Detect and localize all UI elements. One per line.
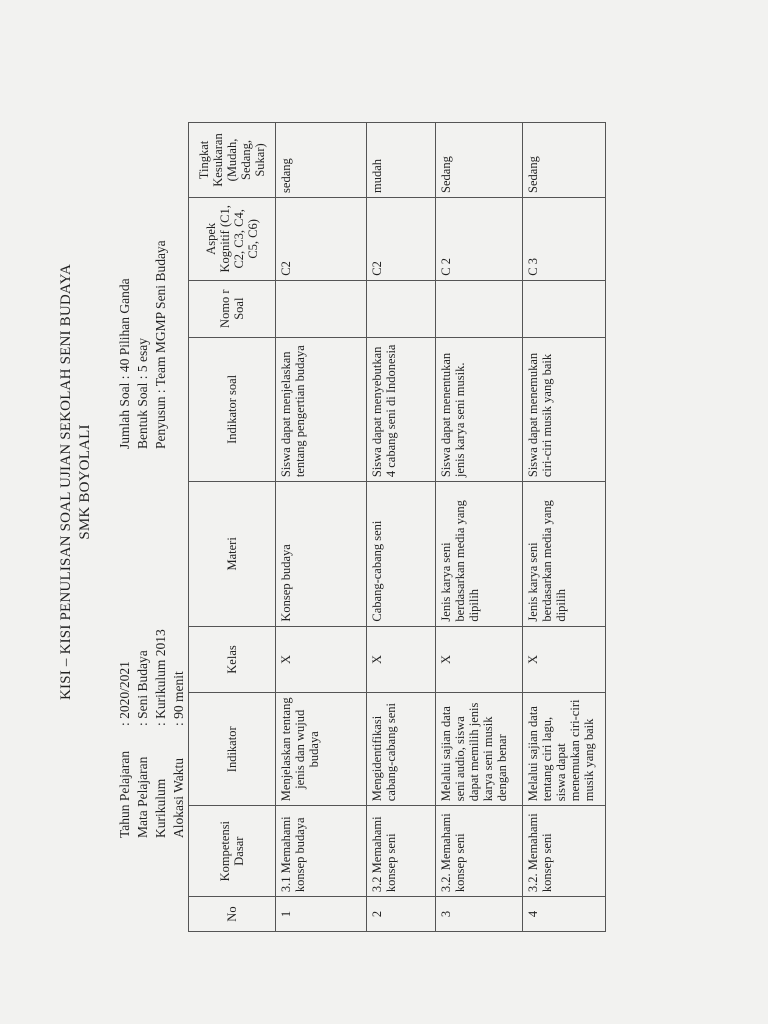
cell-nomor-soal [436,280,523,337]
cell-kelas: X [523,626,606,693]
cell-kelas: X [367,626,436,693]
cell-kompetensi-dasar: 3.2. Memahami konsep seni [436,806,523,897]
info-value: : 90 menit [171,671,186,726]
cell-no: 1 [276,897,367,932]
header-indikator-soal: Indikator soal [189,337,276,482]
info-row-year [116,629,134,838]
header-materi: Materi [189,482,276,626]
cell-indikator-soal: Siswa dapat menyebutkan 4 cabang seni di Indonesia [367,337,436,482]
info-question-count: Jumlah Soal : 40 Pilihan Ganda [117,278,132,449]
cell-indikator: Mengidentifikasi cabang-cabang seni [367,693,436,806]
cell-no: 3 [436,897,523,932]
cell-indikator: Menjelaskan tentang jenis dan wujud budaya [276,693,367,806]
info-row-subject [134,629,152,838]
cell-aspek-kognitif: C 2 [436,197,523,280]
info-label: Alokasi Waktu [171,757,186,838]
header-nomor-soal: Nomo r Soal [189,280,276,337]
cell-aspek-kognitif: C2 [276,197,367,280]
info-value: : 2020/2021 [117,661,132,726]
cell-indikator-soal: Siswa dapat menentukan jenis karya seni musik. [436,337,523,482]
cell-indikator: Melalui sajian data tentang ciri lagu, siswa dapat menemukan ciri-ciri musik yang baik [523,693,606,806]
cell-kelas: X [276,626,367,693]
table-row [276,123,367,932]
header-aspek-kognitif: Aspek Kognitif (C1, C2, C3, C4, C5, C6) [189,197,276,280]
cell-indikator-soal: Siswa dapat menjelaskan tentang pengertian budaya [276,337,367,482]
cell-kompetensi-dasar: 3.1 Memahami konsep budaya [276,806,367,897]
school-name: SMK BOYOLALI [77,424,93,540]
cell-tingkat-kesukaran: Sedang [436,123,523,198]
cell-aspek-kognitif: C 3 [523,197,606,280]
info-row-time [170,629,188,838]
cell-materi: Jenis karya seni berdasarkan media yang dipilih [523,482,606,626]
cell-kompetensi-dasar: 3.2. Memahami konsep seni [523,806,606,897]
cell-materi: Cabang-cabang seni [367,482,436,626]
document-title: KISI – KISI PENULISAN SOAL UJIAN SEKOLAH SENI BUDAYA [58,264,74,700]
header-kelas: Kelas [189,626,276,693]
cell-nomor-soal [276,280,367,337]
info-label: Mata Pelajaran [135,756,150,838]
cell-tingkat-kesukaran: mudah [367,123,436,198]
cell-no: 2 [367,897,436,932]
cell-tingkat-kesukaran: Sedang [523,123,606,198]
table-row [523,123,606,932]
info-question-form: Bentuk Soal : 5 esay [135,338,150,449]
exam-info [116,240,170,449]
header-no: No [189,897,276,932]
header-kompetensi-dasar: Kompetensi Dasar [189,806,276,897]
header-tingkat-kesukaran: Tingkat Kesukaran (Mudah, Sedang, Sukar) [189,123,276,198]
cell-tingkat-kesukaran: sedang [276,123,367,198]
cell-indikator: Melalui sajian data seni audio, siswa dapat memilih jenis karya seni musik dengan benar [436,693,523,806]
table-row [436,123,523,932]
cell-nomor-soal [523,280,606,337]
info-author: Penyusun : Team MGMP Seni Budaya [153,240,168,449]
table-header-row [189,123,276,932]
info-label: Tahun Pelajaran [117,750,132,838]
cell-no: 4 [523,897,606,932]
info-value: : Kurikulum 2013 [153,629,168,726]
cell-materi: Jenis karya seni berdasarkan media yang dipilih [436,482,523,626]
cell-kelas: X [436,626,523,693]
info-label: Kurikulum [153,778,168,838]
kisi-table [188,122,606,932]
table-row [367,123,436,932]
cell-nomor-soal [367,280,436,337]
cell-kompetensi-dasar: 3.2 Memahami konsep seni [367,806,436,897]
header-indikator: Indikator [189,693,276,806]
cell-aspek-kognitif: C2 [367,197,436,280]
info-value: : Seni Budaya [135,650,150,726]
info-row-curriculum [152,629,170,838]
cell-indikator-soal: Siswa dapat menemukan ciri-ciri musik yang baik [523,337,606,482]
cell-materi: Konsep budaya [276,482,367,626]
course-info [116,629,188,838]
